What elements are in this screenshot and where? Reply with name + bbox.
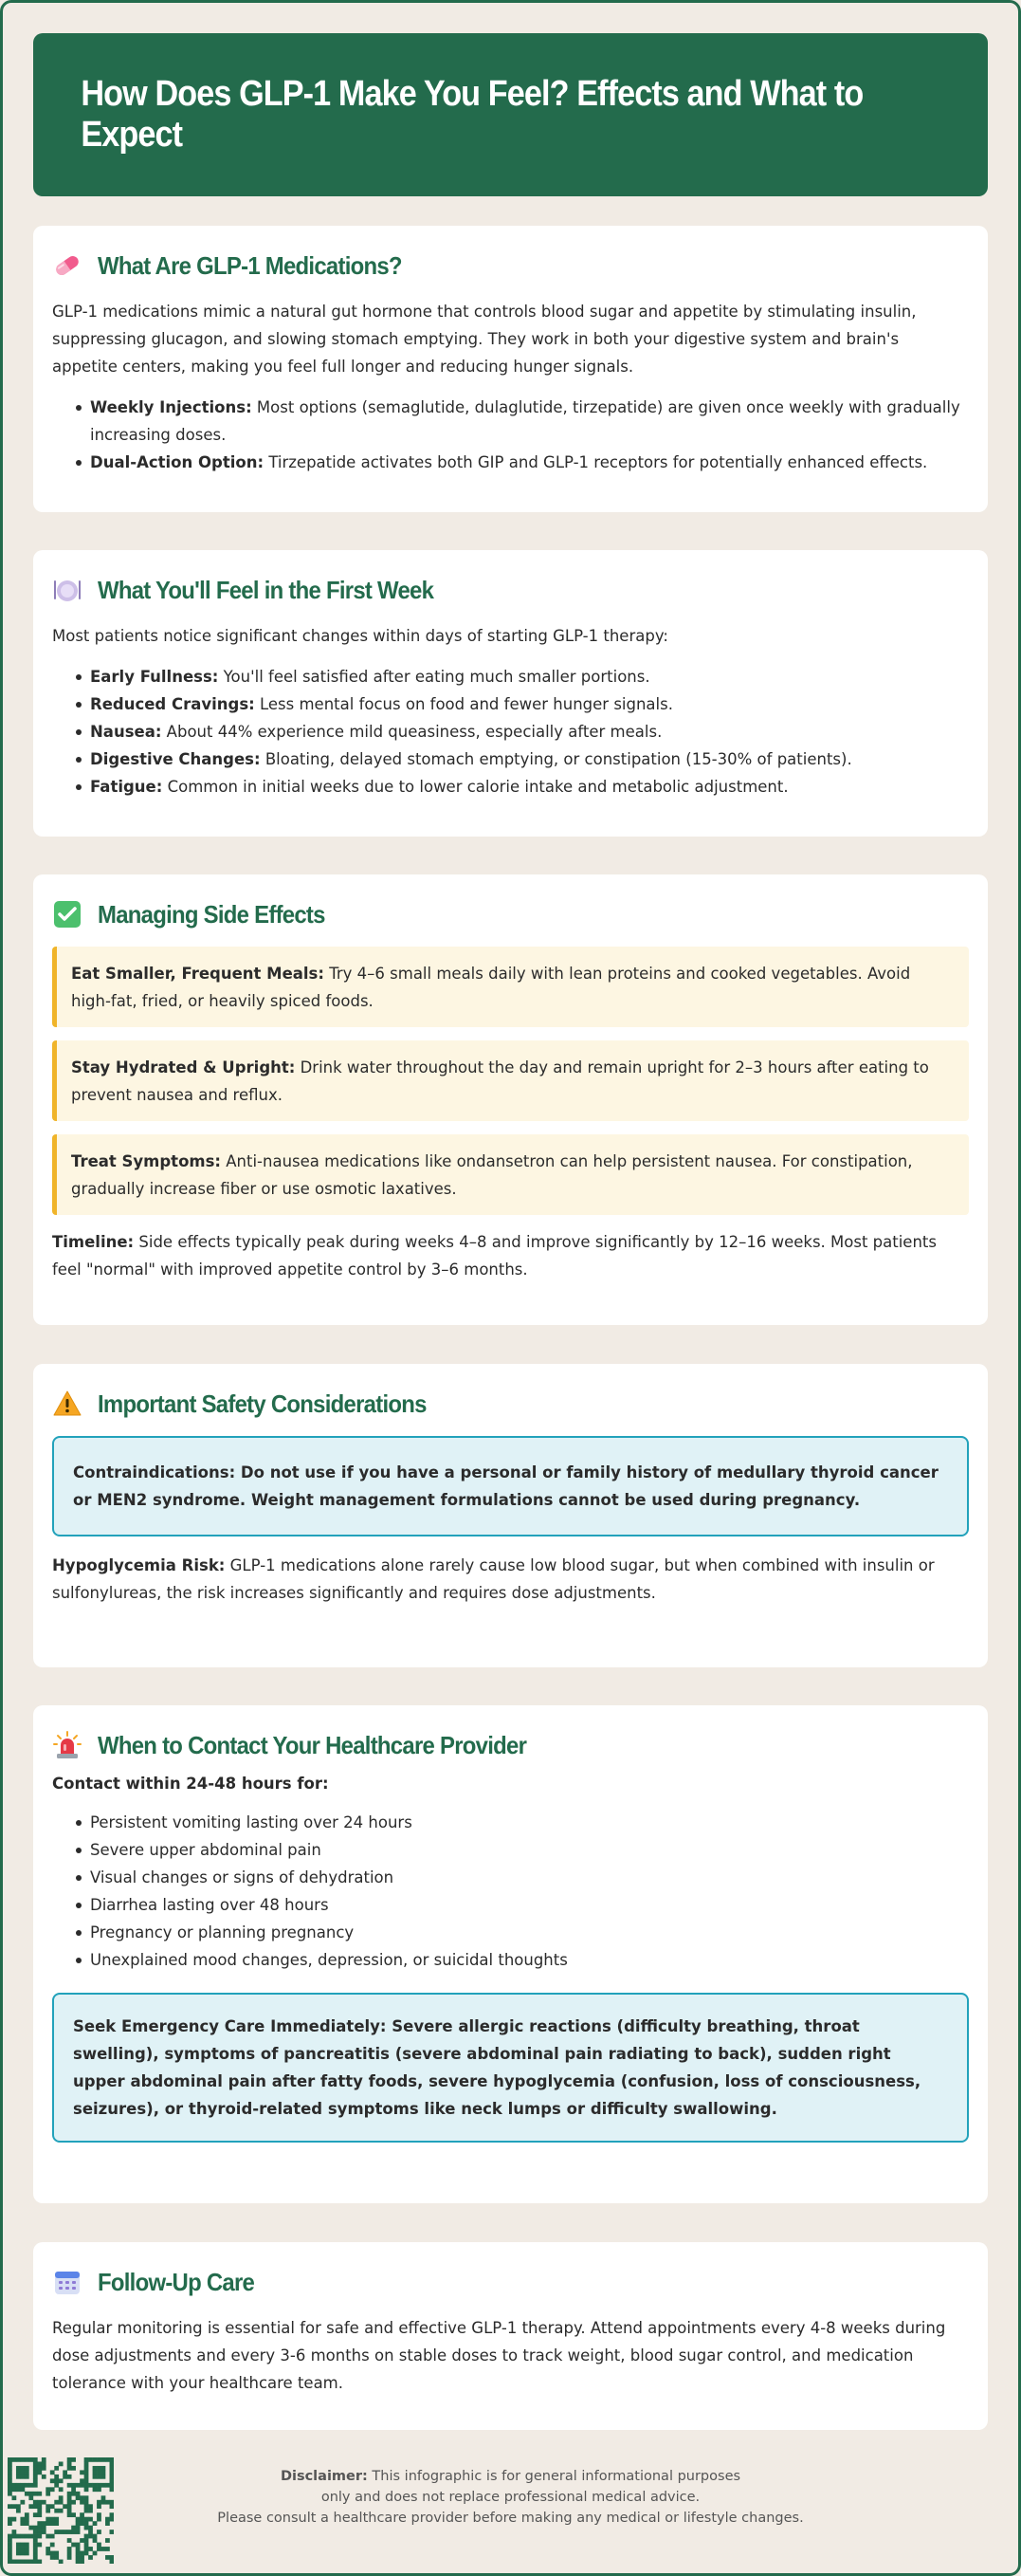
section-side-effects bbox=[33, 874, 988, 1325]
section-title: Managing Side Effects bbox=[98, 899, 325, 929]
section-heading bbox=[52, 1385, 969, 1423]
disclaimer-line bbox=[0, 2466, 1021, 2487]
item-text: Most options (semaglutide, dulaglutide, tirzepatide) are given once weekly with gradually increasing doses. bbox=[90, 398, 960, 444]
disclaimer-line: Please consult a healthcare provider before making any medical or lifestyle changes. bbox=[217, 2511, 804, 2526]
disclaimer-label: Disclaimer: bbox=[280, 2469, 368, 2484]
list-item bbox=[52, 718, 969, 745]
tip-text: Anti-nausea medications like ondansetron can help persistent nausea. For constipation, gradually increase fiber or use osmotic laxatives. bbox=[71, 1152, 913, 1198]
item-label: Dual-Action Option: bbox=[90, 453, 264, 471]
section-contact bbox=[33, 1705, 988, 2203]
section-heading bbox=[52, 571, 969, 609]
list-item: Diarrhea lasting over 48 hours bbox=[52, 1891, 969, 1919]
siren-icon bbox=[52, 1730, 82, 1760]
timeline-text bbox=[52, 1228, 969, 1283]
section-what-are bbox=[33, 226, 988, 512]
calendar-icon bbox=[52, 2267, 82, 2297]
section-heading bbox=[52, 247, 969, 285]
list-item bbox=[52, 773, 969, 800]
page-title: How Does GLP-1 Make You Feel? Effects and What to Expect bbox=[81, 74, 864, 155]
section-heading bbox=[52, 2263, 969, 2301]
disclaimer-line: only and does not replace professional medical advice. bbox=[320, 2490, 701, 2505]
timeline-body: Side effects typically peak during weeks 4–8 and improve significantly by 12–16 weeks. Most patients feel "normal" with improved appetite control by 3–6 months. bbox=[52, 1233, 937, 1279]
item-text: You'll feel satisfied after eating much smaller portions. bbox=[218, 668, 650, 686]
disclaimer bbox=[0, 2466, 1021, 2529]
hypoglycemia-label: Hypoglycemia Risk: bbox=[52, 1556, 226, 1574]
pill-icon bbox=[52, 250, 82, 281]
checkmark-icon bbox=[52, 899, 82, 929]
list-item bbox=[52, 690, 969, 718]
contraindications-callout: Contraindications: Do not use if you have a personal or family history of medullary thyroid cancer or MEN2 syndrome. Weight management formulations cannot be used during pregnancy. bbox=[52, 1436, 969, 1536]
section-heading bbox=[52, 1726, 969, 1764]
list-item: Pregnancy or planning pregnancy bbox=[52, 1919, 969, 1946]
tip-box bbox=[52, 1040, 969, 1121]
section-safety bbox=[33, 1364, 988, 1667]
bullet-list bbox=[52, 1809, 969, 1974]
list-item bbox=[52, 663, 969, 690]
hypoglycemia-body: GLP-1 medications alone rarely cause low blood sugar, but when combined with insulin or sulfonylureas, the risk increases significantly and requires dose adjustments. bbox=[52, 1556, 935, 1602]
list-item: Severe upper abdominal pain bbox=[52, 1836, 969, 1864]
warning-icon bbox=[52, 1389, 82, 1419]
tip-text: Drink water throughout the day and remain upright for 2–3 hours after eating to prevent nausea and reflux. bbox=[71, 1058, 929, 1104]
section-title: What You'll Feel in the First Week bbox=[98, 575, 434, 604]
item-text: Tirzepatide activates both GIP and GLP-1 receptors for potentially enhanced effects. bbox=[264, 453, 928, 471]
item-text: Bloating, delayed stomach emptying, or constipation (15-30% of patients). bbox=[260, 750, 852, 768]
emergency-callout: Seek Emergency Care Immediately: Severe allergic reactions (difficulty breathing, throat swelling), symptoms of pancreatitis (severe abdominal pain radiating to back), sudden right upper abdominal pain after fatty foods, severe hypoglycemia (confusion, loss of consciousness, seizures), or thyroid-related symptoms like neck lumps or difficulty swallowing. bbox=[52, 1993, 969, 2143]
contact-subheading: Contact within 24-48 hours for: bbox=[52, 1775, 329, 1793]
tip-label: Treat Symptoms: bbox=[71, 1152, 222, 1170]
item-label: Reduced Cravings: bbox=[90, 695, 255, 713]
tip-box bbox=[52, 1134, 969, 1215]
disclaimer-text: This infographic is for general informational purposes bbox=[367, 2469, 741, 2484]
list-item bbox=[52, 745, 969, 773]
plate-icon bbox=[52, 575, 82, 605]
tip-box bbox=[52, 947, 969, 1027]
tip-text: Try 4–6 small meals daily with lean proteins and cooked vegetables. Avoid high-fat, fried, or heavily spiced foods. bbox=[71, 965, 911, 1010]
item-label: Early Fullness: bbox=[90, 668, 219, 686]
list-item: Persistent vomiting lasting over 24 hours bbox=[52, 1809, 969, 1836]
bullet-list bbox=[52, 394, 969, 476]
item-label: Nausea: bbox=[90, 723, 162, 741]
item-text: Common in initial weeks due to lower calorie intake and metabolic adjustment. bbox=[162, 778, 789, 796]
section-intro: Most patients notice significant changes within days of starting GLP-1 therapy: bbox=[52, 627, 668, 645]
list-item: Unexplained mood changes, depression, or suicidal thoughts bbox=[52, 1946, 969, 1974]
follow-up-text: Regular monitoring is essential for safe and effective GLP-1 therapy. Attend appointments every 4-8 weeks during dose adjustments and every 3-6 months on stable doses to track weight, blood sugar control, and medication tolerance with your healthcare team. bbox=[52, 2319, 946, 2392]
list-item: Visual changes or signs of dehydration bbox=[52, 1864, 969, 1891]
section-intro: GLP-1 medications mimic a natural gut hormone that controls blood sugar and appetite by stimulating insulin, suppressing glucagon, and slowing stomach emptying. They work in both your digestive system and brain's appetite centers, making you feel full longer and reducing hunger signals. bbox=[52, 303, 917, 376]
item-label: Fatigue: bbox=[90, 778, 163, 796]
section-follow-up bbox=[33, 2242, 988, 2430]
bullet-list bbox=[52, 663, 969, 800]
item-text: About 44% experience mild queasiness, especially after meals. bbox=[161, 723, 663, 741]
tip-label: Stay Hydrated & Upright: bbox=[71, 1058, 296, 1076]
page-header bbox=[33, 33, 988, 196]
list-item bbox=[52, 394, 969, 449]
section-heading bbox=[52, 895, 969, 933]
section-title: What Are GLP-1 Medications? bbox=[98, 250, 402, 280]
tip-label: Eat Smaller, Frequent Meals: bbox=[71, 965, 324, 983]
section-first-week bbox=[33, 550, 988, 837]
timeline-label: Timeline: bbox=[52, 1233, 135, 1251]
section-title: Follow-Up Care bbox=[98, 2267, 255, 2296]
item-label: Digestive Changes: bbox=[90, 750, 261, 768]
hypoglycemia-text bbox=[52, 1552, 969, 1607]
item-label: Weekly Injections: bbox=[90, 398, 252, 416]
section-title: Important Safety Considerations bbox=[98, 1389, 427, 1418]
section-title: When to Contact Your Healthcare Provider bbox=[98, 1730, 527, 1759]
item-text: Less mental focus on food and fewer hunger signals. bbox=[254, 695, 673, 713]
list-item bbox=[52, 449, 969, 476]
